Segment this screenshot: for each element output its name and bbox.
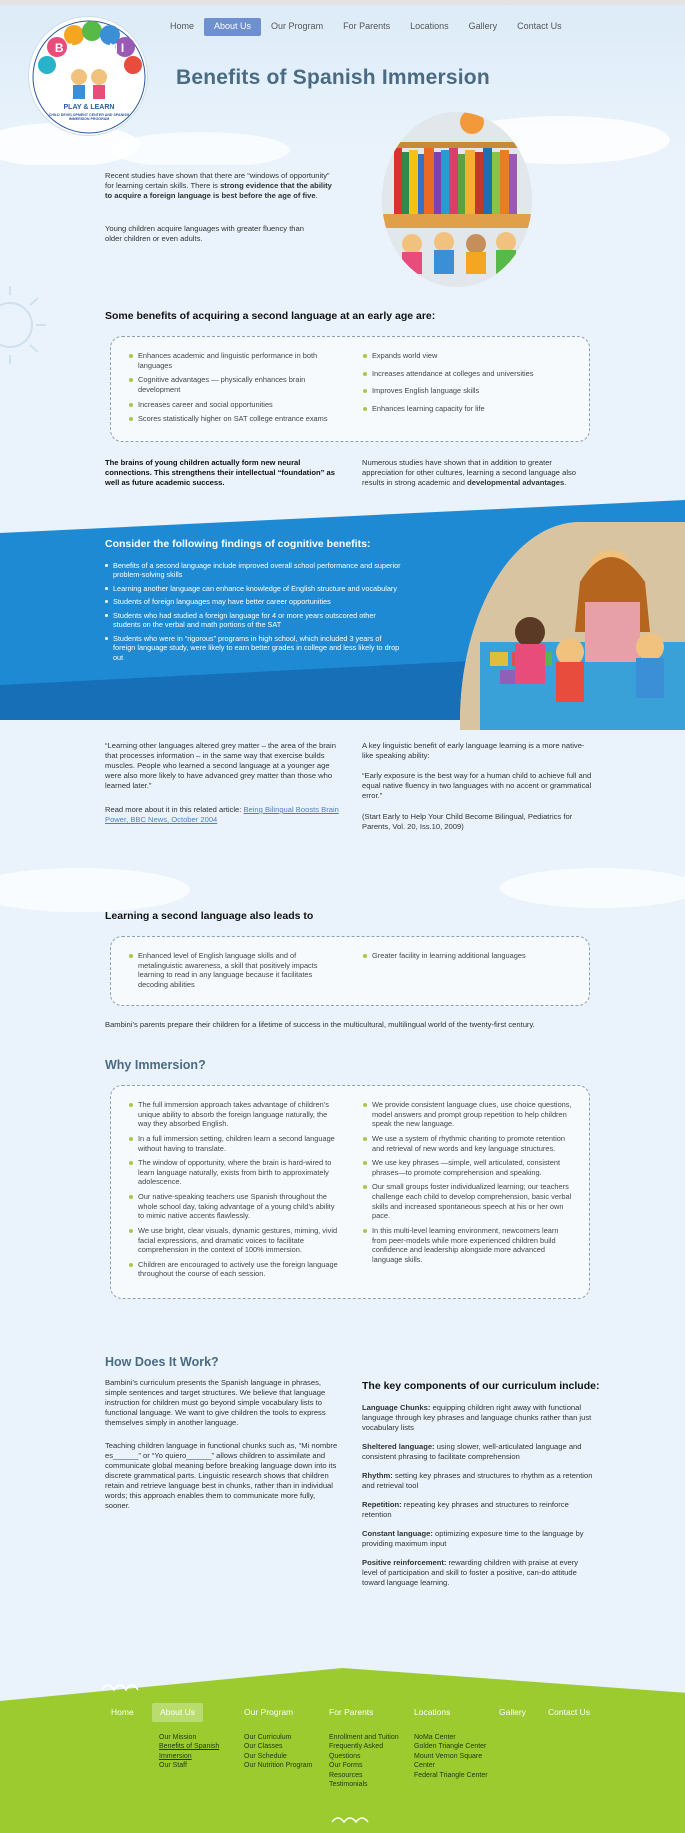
benefits-list-right xyxy=(363,351,573,419)
list-item: Enhances academic and linguistic performance in both languages xyxy=(129,351,339,370)
footer-link-classes[interactable]: Our Classes xyxy=(244,1743,283,1751)
list-item: Improves English language skills xyxy=(363,386,573,396)
footer-link-resources[interactable]: Resources xyxy=(329,1771,363,1779)
list-item: Students who were in “rigorous” programs in high school, which included 3 years of foreign language study, were likely to earn better grades in college and less likely to drop out xyxy=(105,634,405,662)
bbc-article-link[interactable]: Being Bilingual Boosts Brain Power, BBC News, October 2004 xyxy=(105,805,339,825)
key-components-heading: The key components of our curriculum include: xyxy=(362,1380,600,1392)
nav-gallery[interactable]: Gallery xyxy=(468,21,498,31)
footer-link-our-mission[interactable]: Our Mission xyxy=(159,1734,197,1741)
leads-list-right xyxy=(363,951,573,966)
footer-link-schedule[interactable]: Our Schedule xyxy=(244,1752,287,1760)
benefits-box xyxy=(110,336,590,442)
brains-paragraph: The brains of young children actually form new neural connections. This strengthens their intellectual “foundation” as well as future academic success. xyxy=(105,458,335,488)
footer-about-links xyxy=(159,1733,229,1771)
why-list-right xyxy=(363,1100,575,1269)
list-item: We provide consistent language clues, use choice questions, model answers and prompt group repetition to help children speak the new language. xyxy=(363,1100,575,1129)
benefits-list-left xyxy=(129,351,339,429)
studies-paragraph: Numerous studies have shown that in addition to greater appreciation for other cultures, learning a second language also results in strong academic and developmental advantages. xyxy=(362,458,577,488)
why-immersion-heading: Why Immersion? xyxy=(105,1058,206,1072)
intro-paragraph-1: Recent studies have shown that there are “windows of opportunity” for learning certain skills. There is strong evidence that the ability to acquire a foreign language is best before the age of five. xyxy=(105,171,332,201)
footer-link-benefits[interactable]: Benefits of Spanish Immersion xyxy=(159,1743,220,1760)
list-item: We use bright, clear visuals, dynamic gestures, miming, vivid facial expressions, and dramatic voices to facilitate comprehension in the context of 100% immersion. xyxy=(129,1226,339,1255)
footer-link-testimonials[interactable]: Testimonials xyxy=(329,1781,368,1789)
footer-nav-gallery[interactable]: Gallery xyxy=(499,1707,526,1717)
page-title: Benefits of Spanish Immersion xyxy=(176,66,490,89)
key-item: Constant language: optimizing exposure time to the language by providing maximum input xyxy=(362,1529,584,1549)
footer-nav-contact-us[interactable]: Contact Us xyxy=(548,1707,591,1717)
list-item: Our native-speaking teachers use Spanish throughout the whole school day, taking advantage of a young child’s ability to mimic native accents flawlessly. xyxy=(129,1192,339,1221)
list-item: Increases career and social opportunities xyxy=(129,400,339,410)
why-list-left xyxy=(129,1100,339,1284)
key-item: Repetition: repeating key phrases and structures to reinforce retention xyxy=(362,1500,569,1520)
benefits-heading: Some benefits of acquiring a second language at an early age are: xyxy=(105,310,436,322)
footer-link-mount-vernon[interactable]: Mount Vernon Square Center xyxy=(414,1752,483,1770)
cloud-icon xyxy=(100,1678,150,1692)
how-heading: How Does It Work? xyxy=(105,1355,219,1369)
footer-link-forms[interactable]: Our Forms xyxy=(329,1762,363,1770)
footer-link-federal-triangle[interactable]: Federal Triangle Center xyxy=(414,1771,488,1779)
nav-contact-us[interactable]: Contact Us xyxy=(517,21,562,31)
how-paragraph-2: Teaching children language in functional chunks such as, “Mi nombre es______” or “Yo quiero______” allows children to assimilate and communicate global meaning before breaking language down into its discrete grammatical parts. Linguistic research shows that children retain and retrieve language best in chunks, rather than in individual words; this approach enables them to communicate more fully, sooner. xyxy=(105,1441,338,1511)
footer-link-faq[interactable]: Frequently Asked Questions xyxy=(329,1743,384,1760)
list-item: Enhances learning capacity for life xyxy=(363,404,573,414)
list-item: Expands world view xyxy=(363,351,573,361)
footer-parents-links xyxy=(329,1733,399,1790)
cloud-icon xyxy=(330,1812,370,1824)
footer-nav-for-parents[interactable]: For Parents xyxy=(329,1707,374,1717)
list-item: Scores statistically higher on SAT college entrance exams xyxy=(129,414,339,424)
list-item: Benefits of a second language include improved overall school performance and superior problem-solving skills xyxy=(105,561,405,580)
footer-nav-locations[interactable]: Locations xyxy=(414,1707,451,1717)
footer-nav-about-us[interactable]: About Us xyxy=(152,1703,203,1722)
list-item: Students who had studied a foreign language for 4 or more years outscored other students on the verbal and math portions of the SAT xyxy=(105,611,405,630)
list-item: We use key phrases —simple, well articulated, consistent phrases—to promote comprehension and speaking. xyxy=(363,1158,575,1177)
bookshelf-photo xyxy=(382,112,532,287)
list-item: Our small groups foster individualized learning; our teachers challenge each child to develop comprehension, basic verbal skills and increased spontaneous speech at his or her own pace. xyxy=(363,1182,575,1221)
list-item: Children are encouraged to actively use the foreign language throughout the course of each session. xyxy=(129,1260,339,1279)
cloud-icon xyxy=(0,860,685,920)
leads-list-left xyxy=(129,951,334,995)
linguistic-benefit: A key linguistic benefit of early language learning is a more native-like speaking ability: xyxy=(362,741,585,761)
nav-our-program[interactable]: Our Program xyxy=(271,21,324,31)
footer-link-enrollment[interactable]: Enrollment and Tuition xyxy=(329,1734,399,1741)
footer-program-links xyxy=(244,1733,312,1771)
list-item: Greater facility in learning additional languages xyxy=(363,951,573,961)
grey-matter-quote: “Learning other languages altered grey matter – the area of the brain that processes information – in the same way that exercise builds muscles. People who learned a second language at a younger age were also more likely to have advanced grey matter than those who learned later.” xyxy=(105,741,336,791)
sun-icon xyxy=(0,280,60,370)
leads-summary: Bambini’s parents prepare their children for a lifetime of success in the multicultural, multilingual world of the twenty-first century. xyxy=(105,1020,535,1029)
cognitive-heading: Consider the following findings of cognitive benefits: xyxy=(105,538,371,550)
cognitive-list xyxy=(105,561,405,666)
how-paragraph-1: Bambini’s curriculum presents the Spanish language in phrases, simple sentences and target structures. We believe that language instruction for children must go beyond simple vocabulary lists to functional language. We want to give children the tools to express themselves simply in another language. xyxy=(105,1378,326,1428)
list-item: In this multi-level learning environment, newcomers learn from peer-models while more experienced children build confidence and leadership alongside more advanced language skills. xyxy=(363,1226,575,1265)
top-strip xyxy=(0,0,685,5)
why-immersion-box xyxy=(110,1085,590,1299)
bambini-logo[interactable] xyxy=(28,16,148,136)
footer-nav-our-program[interactable]: Our Program xyxy=(244,1707,294,1717)
key-item: Rhythm: setting key phrases and structures to rhythm as a retention and retrieval tool xyxy=(362,1471,593,1491)
leads-box xyxy=(110,936,590,1006)
nav-for-parents[interactable]: For Parents xyxy=(343,21,391,31)
quote-citation: (Start Early to Help Your Child Become Bilingual, Pediatrics for Parents, Vol. 20, Iss.10, 2009) xyxy=(362,812,573,832)
nav-home[interactable]: Home xyxy=(170,21,195,31)
intro-paragraph-2: Young children acquire languages with greater fluency than older children or even adults. xyxy=(105,224,304,244)
related-article: Read more about it in this related article: Being Bilingual Boosts Brain Power, BBC News, October 2004 xyxy=(105,805,339,825)
footer-link-golden-triangle[interactable]: Golden Triangle Center xyxy=(414,1743,487,1751)
footer-link-nutrition[interactable]: Our Nutrition Program xyxy=(244,1762,313,1770)
footer-link-curriculum[interactable]: Our Curriculum xyxy=(244,1734,292,1741)
footer-link-noma[interactable]: NoMa Center xyxy=(414,1734,456,1741)
footer-locations-links xyxy=(414,1733,488,1780)
list-item: We use a system of rhythmic chanting to promote retention and retrieval of new words and key language structures. xyxy=(363,1134,575,1153)
footer-nav-home[interactable]: Home xyxy=(111,1707,134,1717)
key-item: Language Chunks: equipping children right away with functional language through key phrases and language chunks rather than just vocabulary lists xyxy=(362,1403,592,1433)
nav-about-us[interactable]: About Us xyxy=(204,18,261,36)
bookshelf-graphic xyxy=(382,112,532,287)
footer-link-our-staff[interactable]: Our Staff xyxy=(159,1762,187,1770)
list-item: Increases attendance at colleges and universities xyxy=(363,369,573,379)
logo-tag: PLAY & LEARN xyxy=(63,104,115,111)
key-item: Positive reinforcement: rewarding children with praise at every level of participation and skill to foster a positive, can-do attitude toward language learning. xyxy=(362,1558,579,1588)
leads-heading: Learning a second language also leads to xyxy=(105,910,314,922)
list-item: Learning another language can enhance knowledge of English structure and vocabulary xyxy=(105,584,405,593)
list-item: The window of opportunity, where the brain is hard-wired to learn language naturally, exists from birth to approximately adolescence. xyxy=(129,1158,339,1187)
early-exposure-quote: “Early exposure is the best way for a human child to achieve full and equal native fluency in two languages with no accent or grammatical error.” xyxy=(362,771,592,801)
key-item: Sheltered language: using slower, well-articulated language and consistent phrasing to facilitate comprehension xyxy=(362,1442,582,1462)
key-components-list xyxy=(362,1403,594,1588)
list-item: Students of foreign languages may have better career opportunities xyxy=(105,597,405,606)
list-item: In a full immersion setting, children learn a second language without having to translate. xyxy=(129,1134,339,1153)
list-item: The full immersion approach takes advantage of children’s unique ability to absorb the foreign language naturally, the way they absorbed English. xyxy=(129,1100,339,1129)
list-item: Cognitive advantages — physically enhances brain development xyxy=(129,375,339,394)
logo-name: BAMBINI xyxy=(54,41,128,55)
main-nav xyxy=(160,18,572,36)
list-item: Enhanced level of English language skills and of metalinguistic awareness, a skill that positively impacts learning to read in any language because it facilitates decoding abilities xyxy=(129,951,334,990)
nav-locations[interactable]: Locations xyxy=(410,21,449,31)
logo-sub: CHILD DEVELOPMENT CENTER AND SPANISH IMMERSION PROGRAM xyxy=(48,113,130,122)
